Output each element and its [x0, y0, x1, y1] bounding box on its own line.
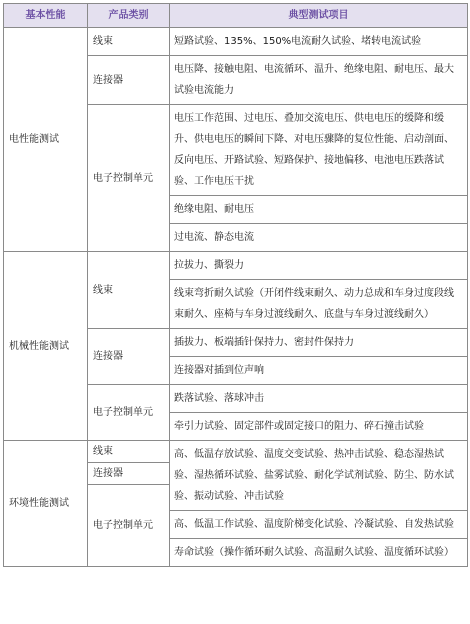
table-header-row — [4, 4, 468, 28]
product-ecu: 电子控制单元 — [88, 485, 170, 567]
product-ecu: 电子控制单元 — [88, 105, 170, 252]
product-harness: 线束 — [88, 441, 170, 463]
category-environmental: 环境性能测试 — [4, 441, 88, 567]
table-row — [4, 441, 468, 463]
test-items-table — [3, 3, 468, 567]
product-ecu: 电子控制单元 — [88, 385, 170, 441]
header-basic-performance: 基本性能 — [4, 4, 88, 28]
test-item-shared: 电压降、接触电阻、电流循环、温升、绝缘电阻、耐电压、最大试验电流能力 — [170, 56, 468, 105]
test-item: 绝缘电阻、耐电压 — [170, 196, 468, 224]
product-harness: 线束 — [88, 28, 170, 56]
test-item: 牵引力试验、固定部件或固定接口的阻力、碎石撞击试验 — [170, 413, 468, 441]
test-item: 电压工作范围、过电压、叠加交流电压、供电电压的缓降和缓升、供电电压的瞬间下降、对电压骤降的复位性能、启动剖面、反向电压、开路试验、短路保护、接地偏移、电池电压跌落试验、工作电压干扰 — [170, 105, 468, 196]
product-connector: 连接器 — [88, 56, 170, 105]
test-item: 插拔力、板端插针保持力、密封件保持力 — [170, 329, 468, 357]
test-item: 过电流、静态电流 — [170, 224, 468, 252]
test-item: 短路试验、135%、150%电流耐久试验、堵转电流试验 — [170, 28, 468, 56]
category-mechanical: 机械性能测试 — [4, 252, 88, 441]
table-row — [4, 252, 468, 280]
category-electrical: 电性能测试 — [4, 28, 88, 252]
test-item: 拉拔力、撕裂力 — [170, 252, 468, 280]
header-product-category: 产品类别 — [88, 4, 170, 28]
test-item: 高、低温工作试验、温度阶梯变化试验、冷凝试验、自发热试验 — [170, 511, 468, 539]
test-item: 连接器对插到位声响 — [170, 357, 468, 385]
header-typical-test-items: 典型测试项目 — [170, 4, 468, 28]
table-row — [4, 28, 468, 56]
product-connector: 连接器 — [88, 329, 170, 385]
product-harness: 线束 — [88, 252, 170, 329]
test-item-shared: 高、低温存放试验、温度交变试验、热冲击试验、稳态湿热试验、湿热循环试验、盐雾试验、耐化学试剂试验、防尘、防水试验、振动试验、冲击试验 — [170, 441, 468, 511]
test-item: 线束弯折耐久试验（开闭件线束耐久、动力总成和车身过度段线束耐久、座椅与车身过渡线耐久、底盘与车身过渡线耐久） — [170, 280, 468, 329]
test-item: 寿命试验（操作循环耐久试验、高温耐久试验、温度循环试验） — [170, 539, 468, 567]
test-item: 跌落试验、落球冲击 — [170, 385, 468, 413]
product-connector: 连接器 — [88, 463, 170, 485]
